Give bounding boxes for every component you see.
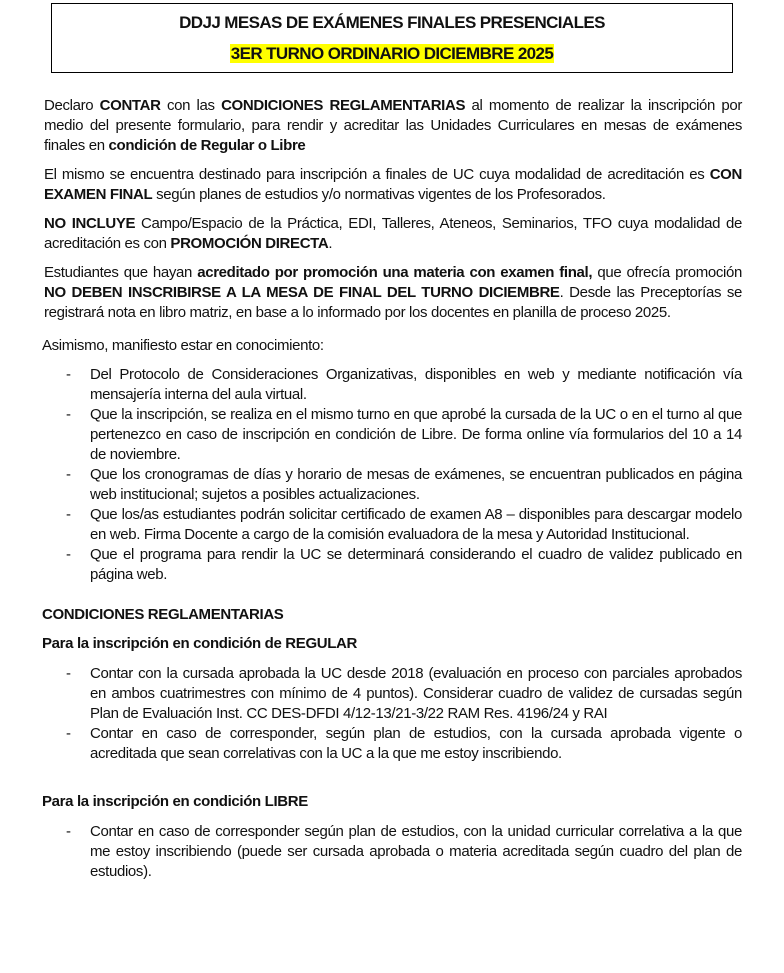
declaration-paragraph bbox=[44, 96, 742, 156]
bold-text: NO DEBEN INSCRIBIRSE A LA MESA DE FINAL DEL TURNO DICIEMBRE bbox=[44, 284, 560, 301]
bold-text: CONTAR bbox=[99, 97, 161, 114]
text: que ofrecía promoción bbox=[592, 264, 742, 281]
dash-bullet: - bbox=[66, 406, 71, 423]
scope-paragraph bbox=[44, 165, 742, 205]
list-item-text: Que el programa para rendir la UC se determinará considerando el cuadro de validez publicado en página web. bbox=[90, 546, 742, 583]
text: . bbox=[328, 235, 333, 252]
text: El mismo se encuentra destinado para inscripción a finales de UC cuya modalidad de acreditación es bbox=[44, 166, 710, 183]
list-item-text: Contar en caso de corresponder, según plan de estudios, con la cursada aprobada vigente o acreditada que sean correlativas con la UC a la que me estoy inscribiendo. bbox=[90, 725, 742, 762]
list-item-text: Contar en caso de corresponder según plan de estudios, con la unidad curricular correlativa a la que me estoy inscribiendo (puede ser cursada aprobada o materia acreditada según cuadro del plan de estudios). bbox=[90, 823, 742, 880]
text: Estudiantes que hayan bbox=[44, 264, 198, 281]
dash-bullet: - bbox=[66, 725, 71, 742]
text: Campo/Espacio de la Práctica, EDI, Talleres, Ateneos, Seminarios, TFO cuya modalidad de acreditación es con bbox=[44, 215, 742, 252]
list-item-text: Que los/as estudiantes podrán solicitar certificado de examen A8 – disponibles para descargar modelo en web. Firma Docente a cargo de la comisión evaluadora de la mesa y Autoridad Institucional. bbox=[90, 506, 742, 543]
list-item-text: Que los cronogramas de días y horario de mesas de exámenes, se encuentran publicados en página web institucional; sujetos a posibles actualizaciones. bbox=[90, 466, 742, 503]
bold-text: CON EXAMEN FINAL bbox=[44, 166, 742, 203]
bold-text: condición de Regular o Libre bbox=[108, 137, 306, 154]
knowledge-intro: Asimismo, manifiesto estar en conocimiento: bbox=[42, 337, 324, 354]
list-item-text: Contar con la cursada aprobada la UC desde 2018 (evaluación en proceso con parciales aprobados en ambos cuatrimestres con mínimo de 4 puntos). Considerar cuadro de validez de cursadas según Plan de Evaluación Inst. CC DES-DFDI 4/12-13/21-3/22 RAM Res. 4196/24 y RAI bbox=[90, 665, 742, 722]
text: . Desde las Preceptorías se registrará nota en libro matriz, en base a lo informado por los docentes en planilla de proceso 2025. bbox=[44, 284, 742, 321]
dash-bullet: - bbox=[66, 366, 71, 383]
libre-heading: Para la inscripción en condición LIBRE bbox=[42, 793, 308, 810]
list-item-text: Del Protocolo de Consideraciones Organizativas, disponibles en web y mediante notificación vía mensajería interna del aula virtual. bbox=[90, 366, 742, 403]
dash-bullet: - bbox=[66, 466, 71, 483]
libre-conditions-list bbox=[44, 822, 742, 882]
list-item bbox=[44, 545, 742, 585]
knowledge-list bbox=[44, 365, 742, 585]
bold-text: NO INCLUYE bbox=[44, 215, 136, 232]
text: con las bbox=[160, 97, 222, 114]
list-item bbox=[44, 505, 742, 545]
bold-text: acreditado por promoción una materia con examen final, bbox=[197, 264, 593, 281]
list-item-text: Que la inscripción, se realiza en el mismo turno en que aprobé la cursada de la UC o en el turno al que pertenezco en caso de inscripción en condición de Libre. De forma online vía formularios del 10 a 14 de noviembre. bbox=[90, 406, 742, 463]
dash-bullet: - bbox=[66, 506, 71, 523]
list-item bbox=[44, 664, 742, 724]
list-item bbox=[44, 822, 742, 882]
list-item bbox=[44, 465, 742, 505]
bold-text: CONDICIONES REGLAMENTARIAS bbox=[221, 97, 466, 114]
dash-bullet: - bbox=[66, 665, 71, 682]
regular-conditions-list bbox=[44, 664, 742, 764]
text: Declaro bbox=[44, 97, 100, 114]
exclusion-paragraph bbox=[44, 214, 742, 254]
dash-bullet: - bbox=[66, 546, 71, 563]
promotion-paragraph bbox=[44, 263, 742, 323]
title-box bbox=[51, 3, 733, 73]
regular-heading: Para la inscripción en condición de REGULAR bbox=[42, 635, 358, 652]
document-title: DDJJ MESAS DE EXÁMENES FINALES PRESENCIALES bbox=[179, 13, 605, 32]
dash-bullet: - bbox=[66, 823, 71, 840]
text: al momento de realizar la inscripción por medio del presente formulario, para rendir y acreditar las Unidades Curriculares en mesas de exámenes finales en bbox=[44, 97, 742, 154]
document-subtitle: 3ER TURNO ORDINARIO DICIEMBRE 2025 bbox=[230, 44, 554, 63]
list-item bbox=[44, 365, 742, 405]
text: según planes de estudios y/o normativas vigentes de los Profesorados. bbox=[152, 186, 606, 203]
list-item bbox=[44, 405, 742, 465]
conditions-heading: CONDICIONES REGLAMENTARIAS bbox=[42, 606, 284, 623]
list-item bbox=[44, 724, 742, 764]
document-body bbox=[44, 96, 742, 882]
bold-text: PROMOCIÓN DIRECTA bbox=[170, 235, 329, 252]
